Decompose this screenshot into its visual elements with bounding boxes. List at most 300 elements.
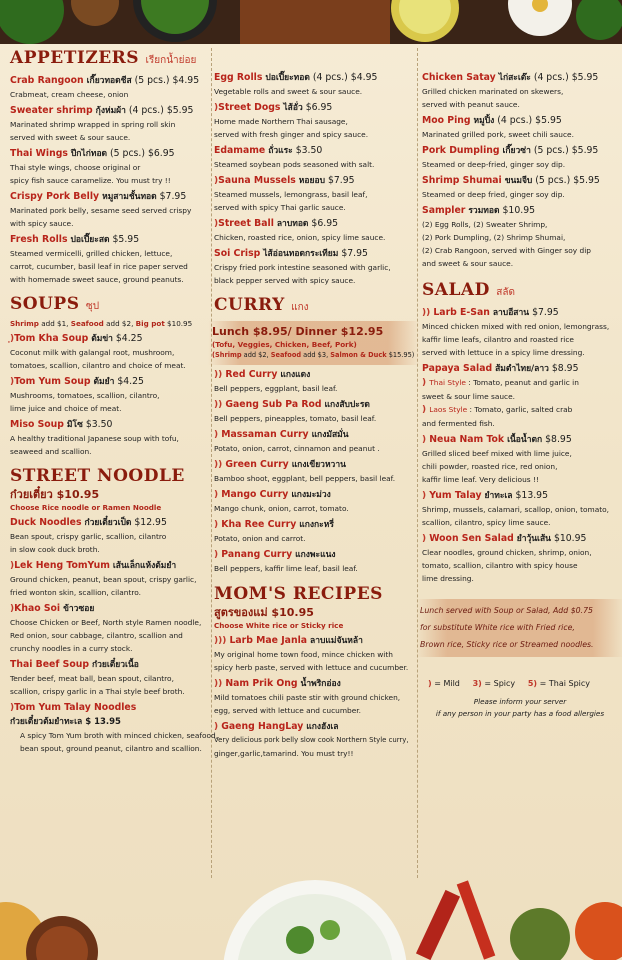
item-thai: เกี๊ยวซ่า (502, 146, 531, 156)
menu-item-chicken-satay (422, 71, 618, 111)
item-price: $6.95 (311, 218, 339, 229)
style-desc: : Tomato, peanut and garlic in (465, 378, 579, 387)
item-name: Crab Rangoon (10, 75, 84, 86)
menu-column-2 (214, 44, 414, 760)
item-name-line (422, 532, 618, 546)
item-qty: (5 pcs.) (134, 75, 170, 86)
item-price: $6.95 (147, 148, 175, 159)
item-name: Sauna Mussels (218, 175, 296, 186)
item-thai: แกงกะหรี่ (299, 520, 334, 530)
item-price: $6.95 (305, 102, 333, 113)
menu-item-pork-dumpling (422, 144, 618, 171)
item-desc: Steamed or deep fried, ginger soy dip. (422, 190, 565, 199)
item-name-line (214, 720, 414, 734)
item-thai: ปอเปี๊ยะสด (70, 235, 110, 245)
item-price: $7.95 (327, 175, 355, 186)
item-thai: กุ้งห่มผ้า (95, 106, 126, 116)
item-desc: (2) Pork Dumpling, (2) Shrimp Shumai, (422, 233, 566, 242)
item-thai: รวมทอด (468, 206, 500, 216)
food-decoration-top-right (240, 0, 622, 46)
item-qty: (5 pcs.) (533, 145, 569, 156)
note-part: add $2, (103, 319, 136, 328)
note-part: add $3, (301, 351, 331, 359)
item-desc: seaweed and scallion. (10, 447, 92, 456)
chili-icon: )) (214, 679, 226, 689)
item-thai: เส้นเล็กแห้งต้มยำ (112, 561, 177, 571)
style-desc: : Tomato, garlic, salted crab (467, 405, 573, 414)
menu-item-nam-prik-ong (214, 677, 414, 717)
item-thai: มิโซ (66, 420, 83, 430)
menu-item-edamame (214, 144, 414, 171)
item-name: Red Curry (225, 369, 278, 380)
item-name: Sampler (422, 205, 466, 216)
menu-item-woon-sen-salad (422, 532, 618, 585)
menu-item-thai-beef-soup (10, 658, 208, 698)
item-name: Fresh Rolls (10, 234, 68, 245)
item-thai: แกงเขียวหวาน (291, 460, 346, 470)
item-desc: bean spout, ground peanut, cilantro and scallion. (20, 744, 202, 753)
section-title-text: APPETIZERS (10, 48, 140, 68)
section-title-text: SALAD (422, 280, 490, 300)
item-name: Larb Mae Janla (229, 635, 308, 646)
note-part: Salmon & Duck (330, 351, 387, 359)
menu-item-gaeng-hanglay (214, 720, 414, 760)
chili-icon: )) (214, 400, 226, 410)
chili-icon: ) (422, 405, 430, 415)
item-name: Egg Rolls (214, 72, 263, 83)
chili-icon: ))) (214, 636, 230, 646)
item-thai: ข้าวซอย (63, 604, 95, 614)
item-name-line (214, 101, 414, 115)
curry-protein-options: (Tofu, Veggies, Chicken, Beef, Pork) (212, 340, 357, 349)
item-name-line (214, 174, 414, 188)
chili-icon: ) (214, 219, 219, 229)
item-thai: แกงสับปะรด (324, 400, 370, 410)
item-desc: Steamed vermicelli, grilled chicken, lettuce, (10, 249, 173, 258)
chili-icon: ) (422, 534, 430, 544)
item-desc: spicy fish sauce caramelize. You must try !! (10, 176, 171, 185)
item-qty: (4 pcs.) (497, 115, 533, 126)
item-thai: ก๋วยเตี๋ยวเป็ด (84, 518, 132, 528)
item-name: Green Curry (225, 459, 289, 470)
item-desc: Home made Northern Thai sausage, (214, 117, 348, 126)
menu-item-mango-curry (214, 488, 414, 515)
item-thai: ลาบแม่จันหล้า (310, 636, 363, 646)
item-thai: ไก่สะเต๊ะ (498, 73, 531, 83)
style-label: Thai Style (429, 378, 466, 387)
menu-column-3 (422, 44, 618, 720)
item-name: Massaman Curry (221, 429, 309, 440)
papaya-laos-style (422, 403, 618, 417)
item-desc: fried wonton skin, scallion, cilantro. (10, 588, 141, 597)
item-name-line (422, 174, 618, 188)
item-desc: and fermented fish. (422, 419, 495, 428)
item-thai: ลาบทอด (276, 219, 309, 229)
chili-icon: ฺ) (10, 334, 15, 344)
item-name-line (10, 658, 208, 672)
item-name-line (10, 104, 208, 118)
menu-item-egg-rolls (214, 71, 414, 98)
item-thai: หอยอบ (298, 176, 325, 186)
item-desc: Grilled chicken marinated on skewers, (422, 87, 564, 96)
menu-item-street-ball (214, 217, 414, 244)
item-name: Thai Wings (10, 148, 68, 159)
menu-item-larb-mae-janla (214, 634, 414, 674)
item-thai: ยำทะเล (484, 491, 513, 501)
item-name-line (10, 332, 208, 346)
item-desc: Marinated grilled pork, sweet chili sauce. (422, 130, 574, 139)
item-price: $5.95 (166, 105, 194, 116)
item-desc: in slow cook duck broth. (10, 545, 100, 554)
item-desc: (2) Crab Rangoon, served with Ginger soy dip (422, 246, 591, 255)
item-name: Soi Crisp (214, 248, 261, 259)
item-qty: (4 pcs.) (312, 72, 348, 83)
mild-chili-icon: ) (428, 679, 432, 688)
menu-item-yum-talay (422, 489, 618, 529)
item-name: Miso Soup (10, 419, 64, 430)
menu-item-thai-wings (10, 147, 208, 187)
chili-icon: ) (214, 722, 222, 732)
menu-item-shrimp-shumai (422, 174, 618, 201)
item-desc: Thai style wings, choose original or (10, 163, 141, 172)
item-name-line (10, 418, 208, 432)
menu-item-crab-rangoon (10, 74, 208, 101)
lunch-note-band (416, 599, 622, 657)
item-desc: lime juice and choice of meat. (10, 404, 122, 413)
item-name-line (10, 701, 208, 715)
item-name-line (422, 433, 618, 447)
item-name-line (422, 204, 618, 218)
section-title-thai: สลัด (496, 287, 516, 298)
item-desc: Mango chunk, onion, carrot, tomato. (214, 504, 349, 513)
item-price: $12.95 (134, 517, 167, 528)
item-desc: chili powder, roasted rice, red onion, (422, 462, 558, 471)
item-name: Gaeng Sub Pa Rod (225, 399, 322, 410)
item-name-line (422, 144, 618, 158)
item-desc: Choose Chicken or Beef, North style Ramen noodle, (10, 618, 202, 627)
column-divider-2 (417, 48, 418, 878)
item-name-line (10, 516, 208, 530)
item-desc: black pepper served with spicy sauce. (214, 276, 356, 285)
menu-item-khao-soi (10, 602, 208, 655)
item-thai: ไส้อ่อนทอดกระเทียม (263, 249, 339, 259)
item-thai: เกี๊ยวทอดชีส (86, 76, 132, 86)
item-name: Street Ball (218, 218, 274, 229)
item-name: Moo Ping (422, 115, 471, 126)
lunch-note-line: Brown rice, Sticky rice or Streamed noodles. (420, 640, 594, 649)
curry-lunch-dinner-price: Lunch $8.95/ Dinner $12.95 (212, 325, 384, 338)
item-thai: แกงพะแนง (295, 550, 336, 560)
item-desc: Tender beef, meat ball, bean spout, cilantro, (10, 674, 174, 683)
item-price: $3.50 (295, 145, 323, 156)
menu-item-sauna-mussels (214, 174, 414, 214)
food-decoration-top-left (0, 0, 240, 44)
item-name: Neua Nam Tok (429, 434, 505, 445)
item-desc: spicy herb paste, served with lettuce and cucumber. (214, 663, 409, 672)
item-desc: My original home town food, mince chicken with (214, 650, 393, 659)
item-name-line (10, 147, 208, 161)
chili-icon: ) (422, 491, 430, 501)
item-qty: (5 pcs.) (535, 175, 571, 186)
menu-item-neua-nam-tok (422, 433, 618, 486)
item-name: Tom Yum Talay Noodles (14, 702, 137, 713)
spacer (422, 44, 618, 68)
item-desc: served with peanut sauce. (422, 100, 520, 109)
item-desc: tomatoes, scallion, cilantro and choice of meat. (10, 361, 186, 370)
item-name-line (10, 559, 208, 573)
section-title-appetizers (10, 48, 208, 71)
item-desc: carrot, cucumber, basil leaf in rice paper served (10, 262, 188, 271)
item-thai: ต้มข่า (91, 334, 113, 344)
lunch-note-line: Lunch served with Soup or Salad, Add $0.75 (420, 606, 594, 615)
item-desc: served with lettuce in a spicy lime dressing. (422, 348, 585, 357)
item-name-line (10, 602, 208, 616)
spice-legend (422, 679, 618, 688)
curry-extra-note (212, 350, 416, 361)
note-part: add $1, (38, 319, 71, 328)
chili-icon: ) (10, 703, 15, 713)
item-name-line (422, 306, 618, 320)
note-part: Shrimp (10, 319, 39, 328)
item-desc: with homemade sweet sauce, ground peanuts. (10, 275, 184, 284)
item-desc: Bell peppers, eggplant, basil leaf. (214, 384, 338, 393)
menu-item-soi-crisp (214, 247, 414, 287)
legend-thai-spicy: = Thai Spicy (539, 679, 591, 688)
item-desc: scallion, crispy garlic in a Thai style beef broth. (10, 687, 185, 696)
item-name-line (214, 398, 414, 412)
note-part: Seafood (270, 351, 302, 359)
menu-item-fresh-rolls (10, 233, 208, 286)
item-price: $7.95 (532, 307, 559, 318)
item-qty: (4 pcs.) (128, 105, 164, 116)
menu-item-tom-kha-soup (10, 332, 208, 372)
section-title-text: STREET NOODLE (10, 466, 185, 486)
item-desc: Shrimp, mussels, calamari, scallop, onion, tomato, (422, 505, 610, 514)
spacer (422, 688, 618, 696)
menu-item-crispy-pork-belly (10, 190, 208, 230)
item-desc: Bean spout, crispy garlic, scallion, cilantro (10, 532, 167, 541)
item-price: $10.95 (502, 205, 536, 216)
item-thai: ไส้อั่ว (283, 103, 303, 113)
chili-icon: ) (214, 430, 222, 440)
street-noodle-price-value: $10.95 (56, 488, 100, 501)
item-name-line (422, 71, 618, 85)
item-price: $5.95 (571, 145, 599, 156)
moms-price: สูตรของแม่ $10.95 (214, 606, 314, 619)
item-thai: ก๋วยเตี๋ยวเนื้อ (91, 660, 139, 670)
item-price: $4.95 (350, 72, 378, 83)
note-part: add $2, (241, 351, 271, 359)
menu-item-moo-ping (422, 114, 618, 141)
item-desc: kaffir lime leaf. Very delicious !! (422, 475, 539, 484)
chili-icon: )) (422, 308, 434, 318)
section-title-curry (214, 295, 414, 318)
allergy-note-line: Please inform your server (473, 697, 567, 706)
section-title-street-noodle (10, 466, 208, 486)
item-desc: (2) Egg Rolls, (2) Sweater Shrimp, (422, 220, 548, 229)
item-name-line (422, 114, 618, 128)
item-price: $13.95 (515, 490, 549, 501)
menu-item-lek-heng-tomyum (10, 559, 208, 599)
item-desc: Steamed or deep-fried, ginger soy dip. (422, 160, 566, 169)
menu-item-duck-noodles (10, 516, 208, 556)
item-thai: ขนมจีบ (504, 176, 533, 186)
menu-item-miso-soup (10, 418, 208, 458)
item-desc: A spicy Tom Yum broth with minced chicken, seafood, (20, 731, 219, 740)
street-noodle-price (10, 487, 208, 502)
item-name-line (214, 548, 414, 562)
item-qty: (4 pcs.) (533, 72, 569, 83)
item-name: Street Dogs (218, 102, 281, 113)
menu-item-tom-yum-soup (10, 375, 208, 415)
item-price: $10.95 (553, 533, 587, 544)
item-thai: ยำวุ้นเส้น (516, 534, 551, 544)
section-title-moms-recipes (214, 584, 414, 604)
item-desc: Bell peppers, pineapples, tomato, basil leaf. (214, 414, 377, 423)
item-thai: หมูสามชั้นทอด (102, 192, 157, 202)
moms-note: Choose White rice or Sticky rice (214, 621, 344, 630)
menu-item-massaman-curry (214, 428, 414, 455)
item-desc: Crispy fried pork intestine seasoned with garlic, (214, 263, 391, 272)
item-price: $5.95 (535, 115, 562, 126)
item-name-line (10, 74, 208, 88)
menu-column-1 (10, 44, 219, 755)
menu-item-street-dogs (214, 101, 414, 141)
item-price: $7.95 (341, 248, 368, 259)
item-name-line (214, 247, 414, 261)
item-desc: Bell peppers, kaffir lime leaf, basil leaf. (214, 564, 358, 573)
item-name: Kha Ree Curry (221, 519, 297, 530)
item-name: Shrimp Shumai (422, 175, 502, 186)
column-divider-1 (211, 48, 212, 878)
item-desc: Bamboo shoot, eggplant, bell peppers, basil leaf. (214, 474, 396, 483)
item-name: Chicken Satay (422, 72, 496, 83)
chili-icon: ) (422, 435, 430, 445)
menu-item-sweater-shrimp (10, 104, 208, 144)
item-name: Panang Curry (221, 549, 293, 560)
note-part: $15.95) (386, 351, 415, 359)
item-desc: Clear noodles, ground chicken, shrimp, onion, (422, 548, 592, 557)
item-name-line (10, 233, 208, 247)
thai-spicy-chili-icon: 5) (527, 679, 538, 688)
street-noodle-thai: ก๋วยเตี๋ยว (10, 488, 53, 501)
item-price: $4.25 (117, 376, 144, 387)
item-desc: served with spicy Thai garlic sauce. (214, 203, 346, 212)
item-thai: แกงแดง (280, 370, 311, 380)
item-name: Sweater shrimp (10, 105, 93, 116)
item-thai: ต้มยำ (93, 377, 115, 387)
item-desc: tomato, scallion, cilantro with spicy house (422, 561, 578, 570)
item-desc: Coconut milk with galangal root, mushroom, (10, 348, 175, 357)
spacer (214, 44, 414, 68)
item-name: Mango Curry (221, 489, 289, 500)
item-thai: แกงมัสมั่น (311, 430, 349, 440)
item-desc: Steamed mussels, lemongrass, basil leaf, (214, 190, 368, 199)
section-title-text: CURRY (214, 295, 285, 315)
chili-icon: ) (214, 490, 222, 500)
item-price: $7.95 (159, 191, 187, 202)
item-desc: Potato, onion, carrot, cinnamon and peanut . (214, 444, 380, 453)
item-name: Nam Prik Ong (225, 678, 298, 689)
item-thai-line (10, 715, 208, 729)
item-thai: แกงฮังเล (306, 722, 339, 732)
item-thai-price: ก๋วยเตี๋ยวต้มยำทะเล $ 13.95 (10, 717, 121, 727)
item-qty: (5 pcs.) (110, 148, 145, 159)
legend-mild: = Mild (434, 679, 460, 688)
item-desc: Grilled sliced beef mixed with lime juice, (422, 449, 572, 458)
menu-item-green-curry (214, 458, 414, 485)
item-desc: egg, served with lettuce and cucumber. (214, 706, 361, 715)
item-price: $5.95 (573, 175, 600, 186)
section-title-text: MOM'S RECIPES (214, 584, 383, 604)
chili-icon: )) (214, 460, 226, 470)
note-part: Big pot (135, 319, 165, 328)
item-name-line (214, 368, 414, 382)
menu-item-gaeng-sub-pa-rod (214, 398, 414, 425)
chili-icon: ) (214, 550, 222, 560)
menu-item-tom-yum-talay-noodles (10, 701, 219, 755)
menu-item-panang-curry (214, 548, 414, 575)
item-price: $8.95 (545, 434, 572, 445)
item-desc: ginger,garlic,tamarind. You must try!! (214, 749, 354, 758)
section-title-soups (10, 294, 208, 317)
item-thai: แกงมะม่วง (291, 490, 331, 500)
menu-item-red-curry (214, 368, 414, 395)
item-desc: Crabmeat, cream cheese, onion (10, 90, 129, 99)
note-part: Seafood (70, 319, 104, 328)
item-desc: sweet & sour lime sauce. (422, 392, 516, 401)
item-name-line (10, 190, 208, 204)
item-name: Edamame (214, 145, 266, 156)
menu-item-kha-ree-curry (214, 518, 414, 545)
item-desc: and sweet & sour sauce. (422, 259, 514, 268)
soups-price-note (10, 318, 208, 329)
item-name: Thai Beef Soup (10, 659, 89, 670)
chili-icon: )) (214, 370, 226, 380)
section-title-text: SOUPS (10, 294, 80, 314)
item-name-line (214, 217, 414, 231)
note-part: $10.95 (164, 319, 193, 328)
item-thai: ถั่วแระ (268, 146, 293, 156)
item-name-line (214, 634, 414, 648)
chili-icon: ) (214, 520, 222, 530)
item-desc: Very delicious pork belly slow cook Northern Style curry, (214, 736, 409, 744)
item-thai: ลาบอีสาน (492, 308, 530, 318)
item-desc: Ground chicken, peanut, bean spout, crispy garlic, (10, 575, 197, 584)
menu-item-papaya-salad (422, 362, 618, 430)
chili-icon: ) (10, 604, 15, 614)
item-desc: Mild tomatoes chili paste stir with ground chicken, (214, 693, 401, 702)
item-name-line (422, 489, 618, 503)
item-name: Larb E-San (433, 307, 490, 318)
legend-spicy: = Spicy (484, 679, 516, 688)
item-price: $8.95 (551, 363, 579, 374)
item-desc: scallion, cilantro, spicy lime sauce. (422, 518, 551, 527)
item-thai: น้ำพริกอ่อง (300, 679, 341, 689)
item-name: Lek Heng TomYum (14, 560, 110, 571)
street-noodle-note: Choose Rice noodle or Ramen Noodle (10, 503, 162, 512)
allergy-note-line: if any person in your party has a food allergies (435, 709, 605, 718)
item-name: Crispy Pork Belly (10, 191, 100, 202)
item-desc: lime dressing. (422, 574, 474, 583)
section-title-thai: แกง (291, 302, 309, 313)
item-desc: kaffir lime leafs, cilantro and roasted rice (422, 335, 574, 344)
item-name: Woon Sen Salad (429, 533, 514, 544)
item-thai: หมูปิ้ง (473, 116, 495, 126)
menu-item-sampler (422, 204, 618, 270)
item-name-line (214, 518, 414, 532)
item-name-line (214, 428, 414, 442)
